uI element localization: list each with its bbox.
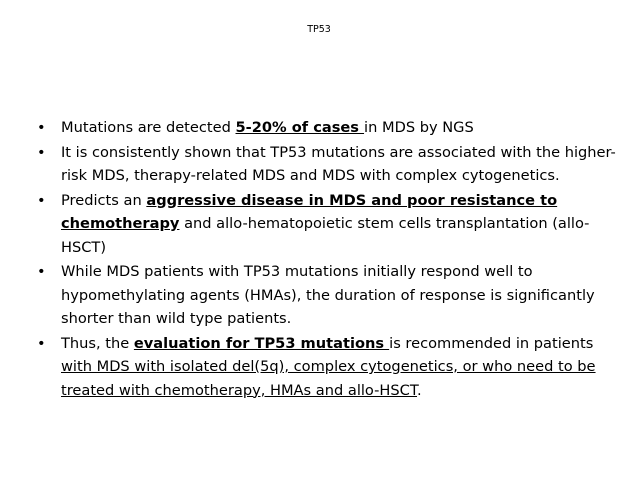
bullet-emphasis: aggressive disease in MDS and poor resistance to chemotherapy — [61, 191, 558, 232]
bullet-list — [37, 116, 617, 403]
bullet-text: It is consistently shown that TP53 mutations are associated with the higher-risk MDS, therapy-related MDS and MDS with complex cytogenetics. — [61, 143, 616, 184]
bullet-item — [37, 189, 617, 260]
slide-title: TP53 — [307, 24, 331, 35]
bullet-text: Predicts an — [61, 191, 147, 209]
bullet-item — [37, 141, 617, 188]
bullet-dot-icon: • — [37, 119, 46, 136]
bullet-text: While MDS patients with TP53 mutations initially respond well to hypomethylating agents (HMAs), the duration of response is significantly shorter than wild type patients. — [61, 263, 595, 327]
bullet-text: . — [417, 381, 422, 399]
bullet-emphasis: evaluation for TP53 mutations — [133, 334, 390, 352]
bullet-dot-icon: • — [37, 191, 46, 209]
bullet-text: Mutations are detected — [61, 119, 236, 136]
bullet-item — [37, 260, 617, 331]
bullet-text: Thus, the — [61, 334, 134, 352]
bullet-text: in MDS by NGS — [364, 119, 474, 136]
bullet-item — [37, 332, 617, 403]
bullet-text: and allo-hematopoietic stem cells transplantation (allo-HSCT) — [61, 215, 590, 256]
bullet-dot-icon: • — [37, 143, 46, 161]
bullet-emphasis: 5-20% of cases — [235, 119, 365, 136]
bullet-dot-icon: • — [37, 263, 46, 280]
bullet-item — [37, 116, 617, 140]
bullet-underlined-text: with MDS with isolated del(5q), complex cytogenetics, or who need to be treated with chemotherapy, HMAs and allo-HSCT — [61, 358, 596, 399]
bullet-dot-icon: • — [37, 334, 46, 352]
bullet-text: is recommended in patients — [389, 334, 594, 352]
